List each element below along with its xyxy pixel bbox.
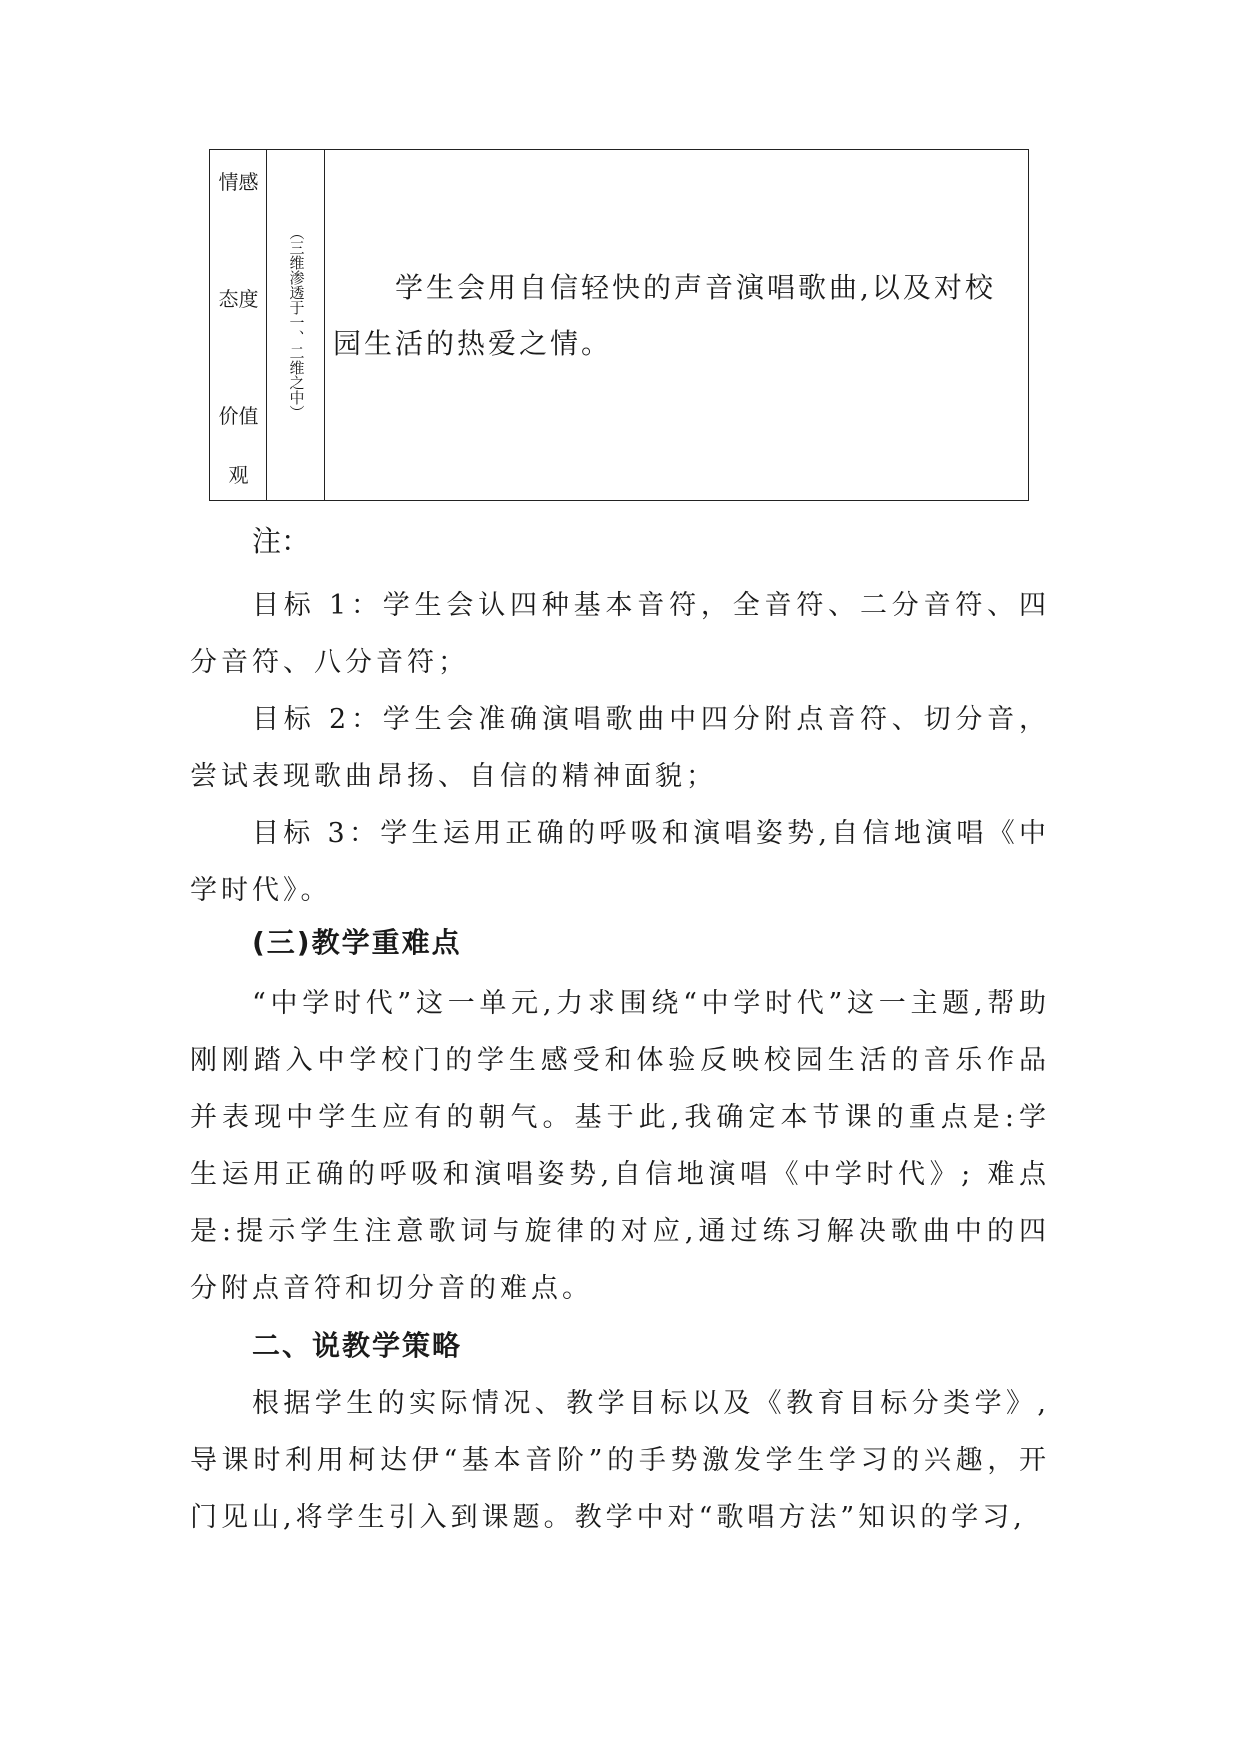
section-two-heading: 二、说教学策略 (252, 1329, 463, 1362)
section-two-paragraph: 根据学生的实际情况、教学目标以及《教育目标分类学》,导课时利用柯达伊“基本音阶”的手势激发学生学习的兴趣，开门见山,将学生引入到课题。教学中对“歌唱方法”知识的学习, (190, 1388, 1050, 1533)
row-header-line: 观 (228, 463, 249, 487)
row-header-cell (210, 150, 267, 500)
content-cell (325, 150, 1028, 500)
objectives-table (209, 149, 1029, 501)
row-header-line: 价值 (218, 404, 259, 428)
section-3-paragraph: “中学时代”这一单元,力求围绕“中学时代”这一主题,帮助刚刚踏入中学校门的学生感受和体验反映校园生活的音乐作品并表现中学生应有的朝气。基于此,我确定本节课的重点是:学生运用正确的呼吸和演唱姿势,自信地演唱《中学时代》; 难点是:提示学生注意歌词与旋律的对应,通过练习解决歌曲中的四分附点音符和切分音的难点。 (190, 988, 1050, 1304)
goal-2: 目标 2：学生会准确演唱歌曲中四分附点音符、切分音，尝试表现歌曲昂扬、自信的精神面貌； (190, 704, 1050, 792)
section-3-heading: (三)教学重难点 (252, 926, 462, 959)
row-header-line: 态度 (218, 287, 259, 311)
note-label: 注： (252, 524, 311, 558)
goal-1: 目标 1：学生会认四种基本音符，全音符、二分音符、四分音符、八分音符； (190, 590, 1050, 678)
cell-text: 学生会用自信轻快的声音演唱歌曲,以及对校园生活的热爱之情。 (333, 271, 996, 360)
side-note-text: （三维渗透于一、二维之中） (287, 225, 306, 420)
goal-3: 目标 3：学生运用正确的呼吸和演唱姿势,自信地演唱《中学时代》。 (190, 818, 1050, 906)
row-header-line: 情感 (218, 170, 259, 194)
side-note-cell (267, 150, 325, 500)
